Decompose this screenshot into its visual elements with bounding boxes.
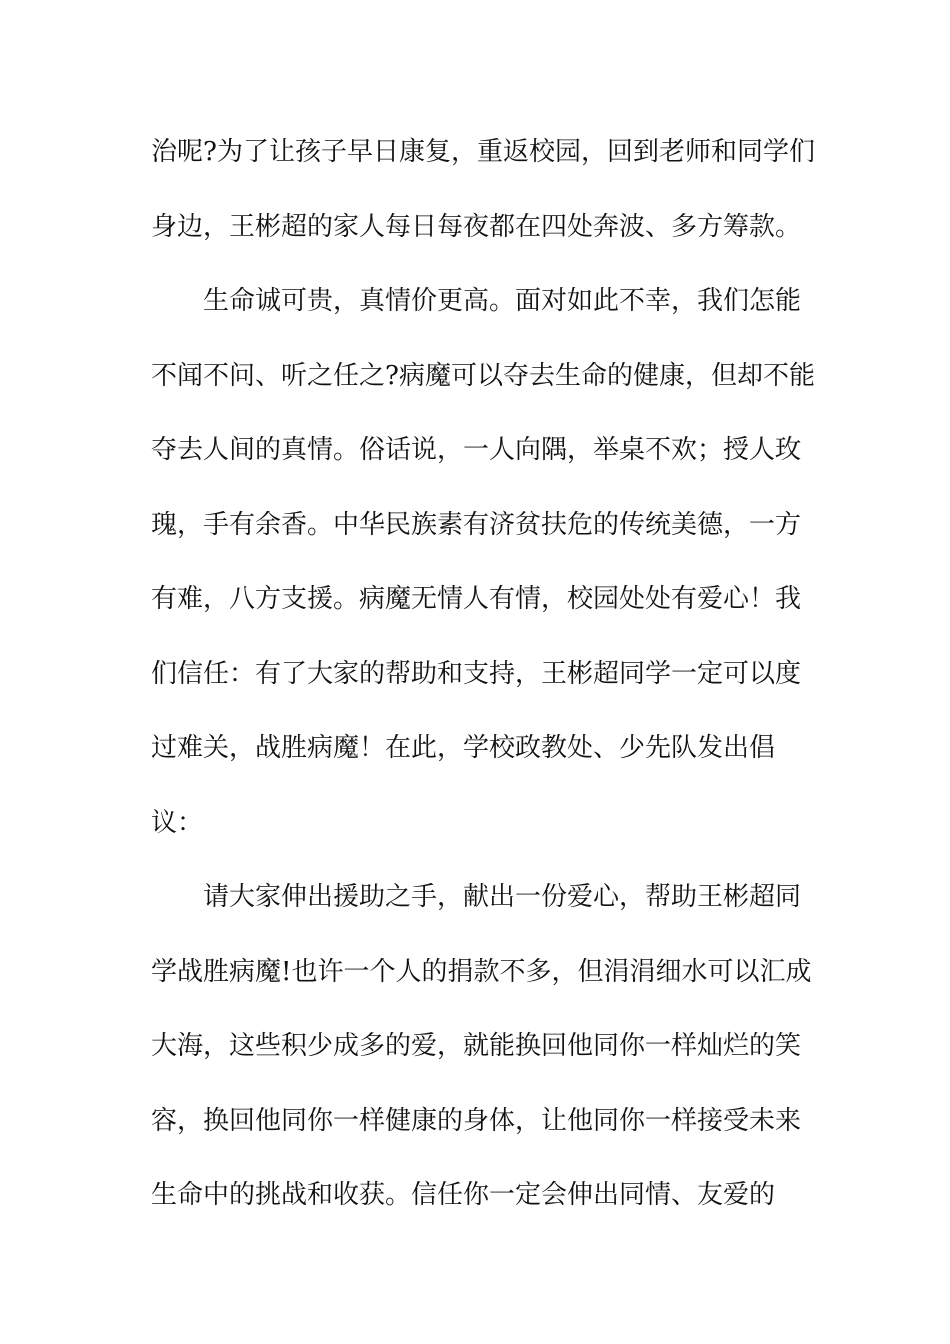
paragraph-first-line: 生命诚可贵，真情价更高。面对如此不幸，我们怎能 [203, 286, 802, 316]
paragraph-first-line: 请大家伸出援助之手，献出一份爱心，帮助王彬超同 [203, 882, 802, 912]
text-line: 议： [151, 808, 204, 838]
text-line: 学战胜病魔!也许一个人的捐款不多，但涓涓细水可以汇成 [151, 957, 812, 987]
text-line: 身边，王彬超的家人每日每夜都在四处奔波、多方筹款。 [151, 212, 802, 242]
text-line: 不闻不问、听之任之?病魔可以夺去生命的健康，但却不能 [151, 361, 815, 391]
text-line: 大海，这些积少成多的爱，就能换回他同你一样灿烂的笑 [151, 1031, 802, 1061]
text-line: 有难，八方支援。病魔无情人有情，校园处处有爱心！我 [151, 584, 802, 614]
text-line: 治呢?为了让孩子早日康复，重返校园，回到老师和同学们 [151, 137, 815, 167]
text-line: 容，换回他同你一样健康的身体，让他同你一样接受未来 [151, 1106, 802, 1136]
text-line: 过难关，战胜病魔！在此，学校政教处、少先队发出倡 [151, 733, 776, 763]
text-line: 瑰，手有余香。中华民族素有济贫扶危的传统美德，一方 [151, 510, 802, 540]
text-line: 夺去人间的真情。俗话说，一人向隅，举桌不欢；授人玫 [151, 435, 802, 465]
text-line: 生命中的挑战和收获。信任你一定会伸出同情、友爱的 [151, 1180, 776, 1210]
text-line: 们信任：有了大家的帮助和支持，王彬超同学一定可以度 [151, 659, 802, 689]
